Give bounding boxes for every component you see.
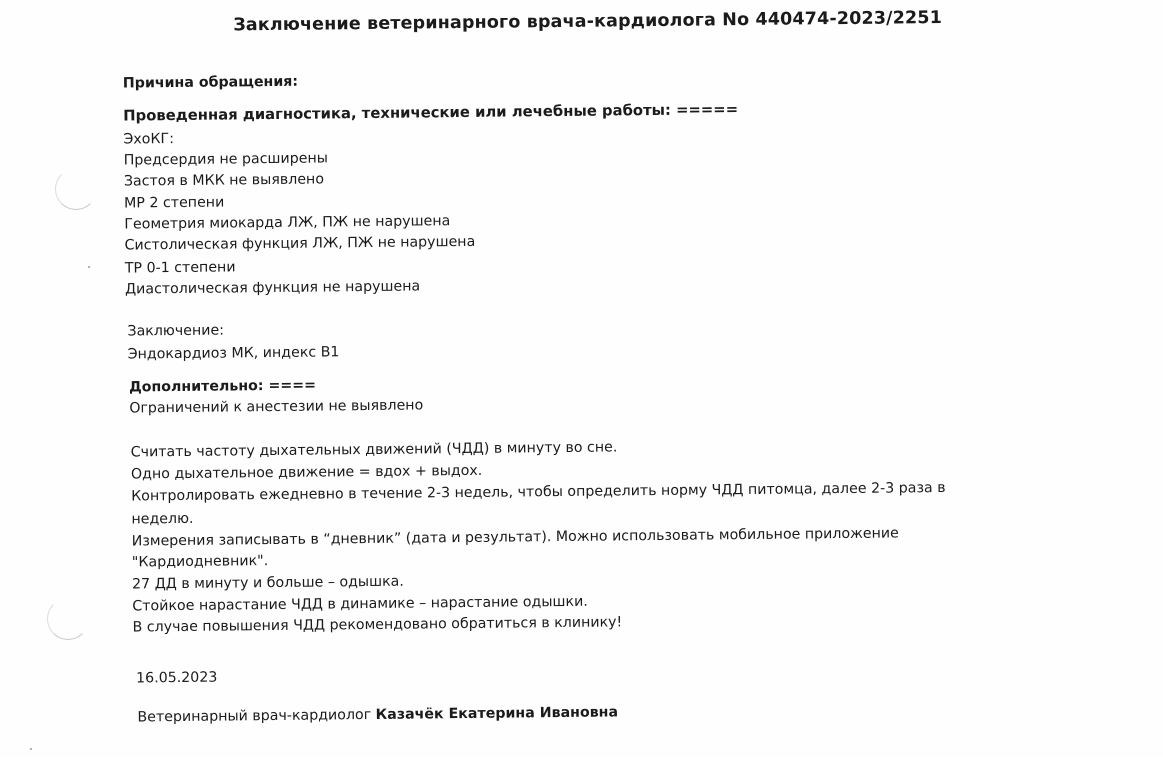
signature-name: Казачёк Екатерина Ивановна xyxy=(375,704,619,723)
diagnostics-label: Проведенная диагностика, технические или лечебные работы: ===== xyxy=(123,101,739,125)
finding-line: Застоя в МКК не выявлено xyxy=(123,171,325,190)
recommendation-line: Стойкое нарастание ЧДД в динамике – нарастание одышки. xyxy=(132,593,588,615)
finding-line: ЭхоКГ: xyxy=(123,131,175,148)
recommendation-line: Измерения записывать в “дневник” (дата и результат). Можно использовать мобильное приложение xyxy=(131,525,899,550)
conclusion-label: Заключение: xyxy=(127,322,225,340)
reason-label: Причина обращения: xyxy=(122,73,299,92)
additional-text: Ограничений к анестезии не выявлено xyxy=(129,397,424,417)
conclusion-text: Эндокардиоз МК, индекс В1 xyxy=(127,344,340,363)
finding-line: МР 2 степени xyxy=(124,194,225,212)
document-title: Заключение ветеринарного врача-кардиолога No 440474-2023/2251 xyxy=(233,7,943,36)
document-date: 16.05.2023 xyxy=(136,669,218,687)
recommendation-line: 27 ДД в минуту и больше – одышка. xyxy=(132,573,404,593)
signature-line xyxy=(137,702,618,727)
additional-label: Дополнительно: ==== xyxy=(128,377,317,396)
recommendation-line: Считать частоту дыхательных движений (ЧДД) в минуту во сне. xyxy=(130,439,618,461)
finding-line: Диастолическая функция не нарушена xyxy=(124,278,421,298)
recommendation-line: Одно дыхательное движение = вдох + выдох. xyxy=(130,462,483,483)
signature-role: Ветеринарный врач-кардиолог xyxy=(137,706,372,726)
recommendation-line: Контролировать ежедневно в течение 2-3 недель, чтобы определить норму ЧДД питомца, далее 2-3 раза в xyxy=(131,479,946,505)
recommendation-line: "Кардиодневник". xyxy=(131,553,269,571)
finding-line: Геометрия миокарда ЛЖ, ПЖ не нарушена xyxy=(124,213,451,233)
finding-line: Систолическая функция ЛЖ, ПЖ не нарушена xyxy=(124,233,476,254)
finding-line: ТР 0-1 степени xyxy=(124,259,236,277)
recommendation-line: неделю. xyxy=(131,510,194,528)
recommendation-line: В случае повышения ЧДД рекомендовано обратиться в клинику! xyxy=(132,614,623,636)
finding-line: Предсердия не расширены xyxy=(123,150,329,169)
